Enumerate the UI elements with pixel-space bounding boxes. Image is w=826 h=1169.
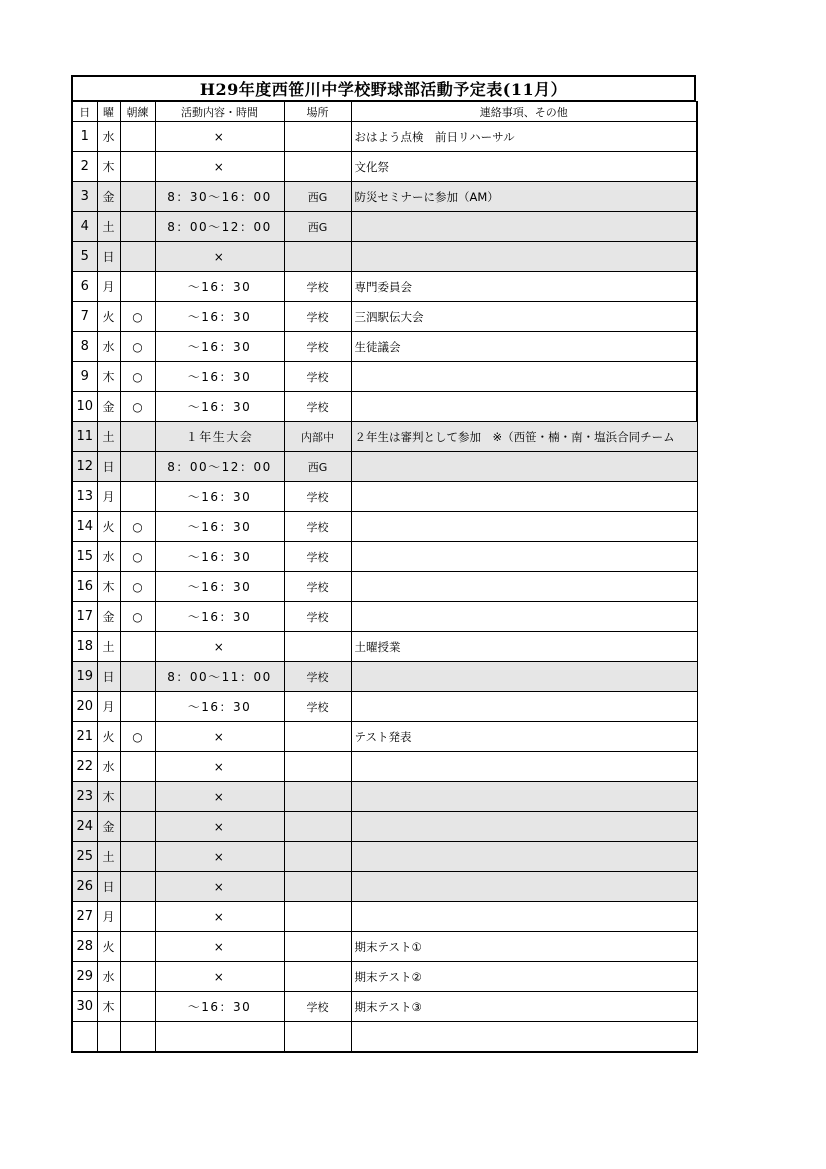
morning-practice-cell: [120, 902, 155, 932]
activity-cell: １年生大会: [155, 422, 284, 452]
place-cell: 西G: [284, 452, 351, 482]
morning-practice-cell: [120, 872, 155, 902]
note-cell: [351, 812, 697, 842]
morning-practice-cell: [120, 152, 155, 182]
note-cell: 期末テスト③: [351, 992, 697, 1022]
place-cell: [284, 722, 351, 752]
day-cell: 7: [72, 302, 97, 332]
place-cell: [284, 752, 351, 782]
weekday-cell: 金: [97, 812, 120, 842]
place-cell: [284, 152, 351, 182]
day-cell: 11: [72, 422, 97, 452]
place-cell: [284, 812, 351, 842]
note-cell: ２年生は審判として参加 ※（西笹・楠・南・塩浜合同チーム: [351, 422, 697, 452]
day-cell: 16: [72, 572, 97, 602]
morning-practice-cell: [120, 452, 155, 482]
activity-cell: 8：00～12：00: [155, 212, 284, 242]
weekday-cell: 水: [97, 752, 120, 782]
morning-practice-cell: ○: [120, 512, 155, 542]
weekday-cell: 木: [97, 572, 120, 602]
place-cell: 学校: [284, 482, 351, 512]
note-cell: [351, 752, 697, 782]
activity-cell: ×: [155, 932, 284, 962]
day-cell: 2: [72, 152, 97, 182]
weekday-cell: 水: [97, 332, 120, 362]
weekday-cell: 火: [97, 932, 120, 962]
table-row: [72, 902, 697, 932]
day-cell: 14: [72, 512, 97, 542]
note-cell: [351, 692, 697, 722]
activity-cell: ～16：30: [155, 272, 284, 302]
morning-practice-cell: ○: [120, 602, 155, 632]
day-cell: 4: [72, 212, 97, 242]
weekday-cell: 木: [97, 152, 120, 182]
activity-cell: ×: [155, 782, 284, 812]
note-cell: [351, 542, 697, 572]
activity-cell: ×: [155, 632, 284, 662]
note-cell: おはよう点検 前日リハーサル: [351, 122, 697, 152]
day-cell: 1: [72, 122, 97, 152]
weekday-cell: 金: [97, 392, 120, 422]
morning-practice-cell: [120, 122, 155, 152]
morning-practice-cell: ○: [120, 332, 155, 362]
activity-cell: ×: [155, 242, 284, 272]
weekday-cell: 月: [97, 902, 120, 932]
day-cell: 12: [72, 452, 97, 482]
day-cell: 27: [72, 902, 97, 932]
weekday-cell: 月: [97, 692, 120, 722]
day-cell: 10: [72, 392, 97, 422]
morning-practice-cell: [120, 812, 155, 842]
weekday-cell: 土: [97, 212, 120, 242]
morning-practice-cell: ○: [120, 572, 155, 602]
table-row: [72, 302, 697, 332]
schedule-table: [71, 101, 698, 1053]
header-row: [72, 102, 697, 122]
place-cell: 学校: [284, 692, 351, 722]
place-cell: 学校: [284, 572, 351, 602]
activity-cell: ～16：30: [155, 302, 284, 332]
morning-practice-cell: [120, 962, 155, 992]
table-row: [72, 602, 697, 632]
activity-cell: 8：30～16：00: [155, 182, 284, 212]
table-row: [72, 572, 697, 602]
activity-cell: ～16：30: [155, 992, 284, 1022]
morning-practice-cell: [120, 842, 155, 872]
activity-cell: ～16：30: [155, 362, 284, 392]
table-row: [72, 422, 697, 452]
day-cell: 22: [72, 752, 97, 782]
day-cell: 8: [72, 332, 97, 362]
day-cell: 25: [72, 842, 97, 872]
morning-practice-cell: ○: [120, 362, 155, 392]
place-cell: 学校: [284, 302, 351, 332]
day-cell: 28: [72, 932, 97, 962]
weekday-cell: 火: [97, 302, 120, 332]
note-cell: [351, 482, 697, 512]
weekday-cell: 日: [97, 452, 120, 482]
table-row: [72, 1022, 697, 1053]
table-row: [72, 842, 697, 872]
morning-practice-cell: [120, 182, 155, 212]
activity-cell: [155, 1022, 284, 1053]
place-cell: [284, 782, 351, 812]
weekday-cell: 水: [97, 542, 120, 572]
place-cell: [284, 122, 351, 152]
day-cell: 30: [72, 992, 97, 1022]
day-cell: 19: [72, 662, 97, 692]
activity-cell: ～16：30: [155, 482, 284, 512]
morning-practice-cell: [120, 692, 155, 722]
table-row: [72, 452, 697, 482]
weekday-cell: 火: [97, 722, 120, 752]
place-cell: 学校: [284, 272, 351, 302]
note-cell: [351, 212, 697, 242]
place-cell: [284, 962, 351, 992]
day-cell: 5: [72, 242, 97, 272]
day-cell: 6: [72, 272, 97, 302]
note-cell: 期末テスト②: [351, 962, 697, 992]
table-row: [72, 662, 697, 692]
header-day: 日: [72, 102, 97, 122]
morning-practice-cell: [120, 632, 155, 662]
place-cell: 西G: [284, 182, 351, 212]
table-row: [72, 332, 697, 362]
place-cell: 学校: [284, 992, 351, 1022]
note-cell: [351, 1022, 697, 1053]
table-row: [72, 122, 697, 152]
note-cell: 文化祭: [351, 152, 697, 182]
note-cell: [351, 392, 697, 422]
place-cell: [284, 932, 351, 962]
morning-practice-cell: [120, 662, 155, 692]
day-cell: 21: [72, 722, 97, 752]
activity-cell: ×: [155, 722, 284, 752]
header-activity: 活動内容・時間: [155, 102, 284, 122]
note-cell: [351, 842, 697, 872]
place-cell: 学校: [284, 542, 351, 572]
activity-cell: ×: [155, 752, 284, 782]
day-cell: 18: [72, 632, 97, 662]
morning-practice-cell: ○: [120, 722, 155, 752]
activity-cell: ×: [155, 902, 284, 932]
note-cell: 生徒議会: [351, 332, 697, 362]
day-cell: 13: [72, 482, 97, 512]
place-cell: [284, 872, 351, 902]
table-row: [72, 542, 697, 572]
activity-cell: ～16：30: [155, 692, 284, 722]
activity-cell: ～16：30: [155, 572, 284, 602]
table-row: [72, 482, 697, 512]
morning-practice-cell: [120, 1022, 155, 1053]
activity-cell: ×: [155, 122, 284, 152]
morning-practice-cell: [120, 782, 155, 812]
day-cell: 24: [72, 812, 97, 842]
place-cell: [284, 242, 351, 272]
place-cell: [284, 902, 351, 932]
header-dow: 曜: [97, 102, 120, 122]
place-cell: 学校: [284, 662, 351, 692]
activity-cell: ×: [155, 962, 284, 992]
table-row: [72, 812, 697, 842]
activity-cell: ×: [155, 152, 284, 182]
day-cell: 9: [72, 362, 97, 392]
day-cell: [72, 1022, 97, 1053]
note-cell: [351, 872, 697, 902]
schedule-sheet: [71, 75, 696, 1053]
table-row: [72, 752, 697, 782]
table-row: [72, 152, 697, 182]
table-row: [72, 182, 697, 212]
note-cell: 防災セミナーに参加（AM）: [351, 182, 697, 212]
place-cell: 内部中: [284, 422, 351, 452]
activity-cell: ～16：30: [155, 542, 284, 572]
table-row: [72, 692, 697, 722]
morning-practice-cell: ○: [120, 302, 155, 332]
place-cell: [284, 1022, 351, 1053]
activity-cell: ～16：30: [155, 602, 284, 632]
note-cell: 期末テスト①: [351, 932, 697, 962]
place-cell: 学校: [284, 362, 351, 392]
note-cell: [351, 362, 697, 392]
weekday-cell: 日: [97, 662, 120, 692]
day-cell: 17: [72, 602, 97, 632]
weekday-cell: 月: [97, 272, 120, 302]
day-cell: 23: [72, 782, 97, 812]
activity-cell: ～16：30: [155, 512, 284, 542]
note-cell: [351, 242, 697, 272]
note-cell: 土曜授業: [351, 632, 697, 662]
activity-cell: ×: [155, 842, 284, 872]
table-row: [72, 242, 697, 272]
morning-practice-cell: [120, 422, 155, 452]
note-cell: [351, 902, 697, 932]
place-cell: 西G: [284, 212, 351, 242]
table-row: [72, 992, 697, 1022]
morning-practice-cell: [120, 242, 155, 272]
weekday-cell: 日: [97, 242, 120, 272]
weekday-cell: 土: [97, 422, 120, 452]
place-cell: 学校: [284, 512, 351, 542]
morning-practice-cell: ○: [120, 392, 155, 422]
day-cell: 15: [72, 542, 97, 572]
note-cell: [351, 512, 697, 542]
weekday-cell: 水: [97, 122, 120, 152]
note-cell: [351, 452, 697, 482]
activity-cell: ×: [155, 812, 284, 842]
weekday-cell: 土: [97, 842, 120, 872]
table-row: [72, 212, 697, 242]
note-cell: [351, 572, 697, 602]
page-title: H29年度西笹川中学校野球部活動予定表(11月）: [71, 75, 696, 101]
morning-practice-cell: [120, 932, 155, 962]
table-row: [72, 872, 697, 902]
weekday-cell: 金: [97, 182, 120, 212]
table-row: [72, 722, 697, 752]
weekday-cell: 日: [97, 872, 120, 902]
note-cell: 専門委員会: [351, 272, 697, 302]
weekday-cell: 金: [97, 602, 120, 632]
weekday-cell: 火: [97, 512, 120, 542]
table-row: [72, 632, 697, 662]
header-morning: 朝練: [120, 102, 155, 122]
activity-cell: ×: [155, 872, 284, 902]
place-cell: 学校: [284, 392, 351, 422]
place-cell: 学校: [284, 602, 351, 632]
activity-cell: 8：00～12：00: [155, 452, 284, 482]
place-cell: [284, 632, 351, 662]
place-cell: 学校: [284, 332, 351, 362]
day-cell: 26: [72, 872, 97, 902]
table-row: [72, 272, 697, 302]
morning-practice-cell: [120, 272, 155, 302]
morning-practice-cell: [120, 482, 155, 512]
table-row: [72, 782, 697, 812]
table-row: [72, 932, 697, 962]
morning-practice-cell: [120, 212, 155, 242]
morning-practice-cell: [120, 992, 155, 1022]
table-row: [72, 512, 697, 542]
note-cell: [351, 782, 697, 812]
header-notes: 連絡事項、その他: [351, 102, 697, 122]
header-place: 場所: [284, 102, 351, 122]
note-cell: 三泗駅伝大会: [351, 302, 697, 332]
note-cell: [351, 662, 697, 692]
weekday-cell: 土: [97, 632, 120, 662]
day-cell: 29: [72, 962, 97, 992]
weekday-cell: 月: [97, 482, 120, 512]
weekday-cell: 木: [97, 782, 120, 812]
table-row: [72, 362, 697, 392]
activity-cell: ～16：30: [155, 332, 284, 362]
weekday-cell: 水: [97, 962, 120, 992]
morning-practice-cell: [120, 752, 155, 782]
table-row: [72, 962, 697, 992]
weekday-cell: 木: [97, 992, 120, 1022]
day-cell: 3: [72, 182, 97, 212]
table-row: [72, 392, 697, 422]
day-cell: 20: [72, 692, 97, 722]
note-cell: テスト発表: [351, 722, 697, 752]
activity-cell: 8：00～11：00: [155, 662, 284, 692]
weekday-cell: [97, 1022, 120, 1053]
note-cell: [351, 602, 697, 632]
place-cell: [284, 842, 351, 872]
weekday-cell: 木: [97, 362, 120, 392]
morning-practice-cell: ○: [120, 542, 155, 572]
activity-cell: ～16：30: [155, 392, 284, 422]
